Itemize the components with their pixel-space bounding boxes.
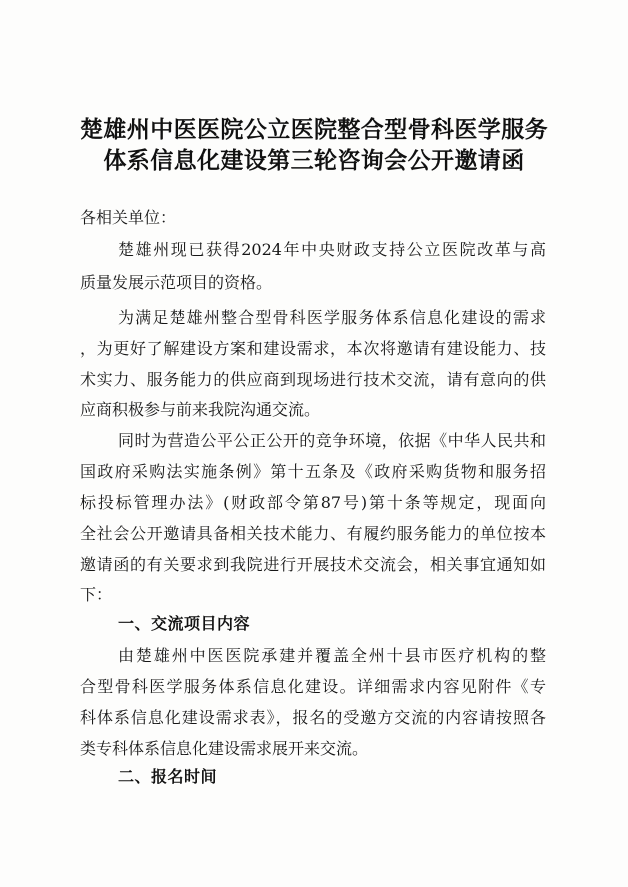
paragraph-line: 术实力、服务能力的供应商到现场进行技术交流，请有意向的供	[80, 370, 546, 389]
paragraph-line: 邀请函的有关要求到我院进行开展技术交流会，相关事宜通知如	[80, 555, 546, 574]
paragraph-line: 科体系信息化建设需求表》，报名的受邀方交流的内容请按照各	[80, 708, 546, 727]
paragraph-line: 应商积极参与前来我院沟通交流。	[80, 400, 321, 419]
paragraph-line: 由楚雄州中医医院承建并覆盖全州十县市医疗机构的整	[118, 646, 546, 665]
paragraph-line: 合型骨科医学服务体系信息化建设。详细需求内容见附件《专	[80, 677, 546, 696]
document-title-line-1: 楚雄州中医医院公立医院整合型骨科医学服务	[80, 116, 548, 143]
paragraph-line: 同时为营造公平公正公开的竞争环境，依据《中华人民共和	[118, 431, 546, 450]
paragraph-line: 全社会公开邀请具备相关技术能力、有履约服务能力的单位按本	[80, 524, 546, 543]
paragraph-line: 国政府采购法实施条例》第十五条及《政府采购货物和服务招	[80, 462, 546, 481]
paragraph-line: 楚雄州现已获得2024年中央财政支持公立医院改革与高	[118, 240, 546, 259]
paragraph-line: ，为更好了解建设方案和建设需求，本次将邀请有建设能力、技	[80, 339, 546, 358]
paragraph-line: 为满足楚雄州整合型骨科医学服务体系信息化建设的需求	[118, 308, 546, 327]
paragraph-line: 下：	[80, 585, 113, 604]
section-heading-exchange-content: 一、交流项目内容	[118, 614, 251, 633]
section-heading-registration-time: 二、报名时间	[118, 767, 218, 786]
document-title-line-2: 体系信息化建设第三轮咨询会公开邀请函	[103, 147, 525, 174]
paragraph-line: 质量发展示范项目的资格。	[80, 273, 273, 292]
paragraph-line: 标投标管理办法》(财政部令第87号)第十条等规定，现面向	[80, 493, 546, 512]
paragraph-line: 类专科体系信息化建设需求展开来交流。	[80, 739, 369, 758]
salutation: 各相关单位：	[80, 208, 177, 227]
